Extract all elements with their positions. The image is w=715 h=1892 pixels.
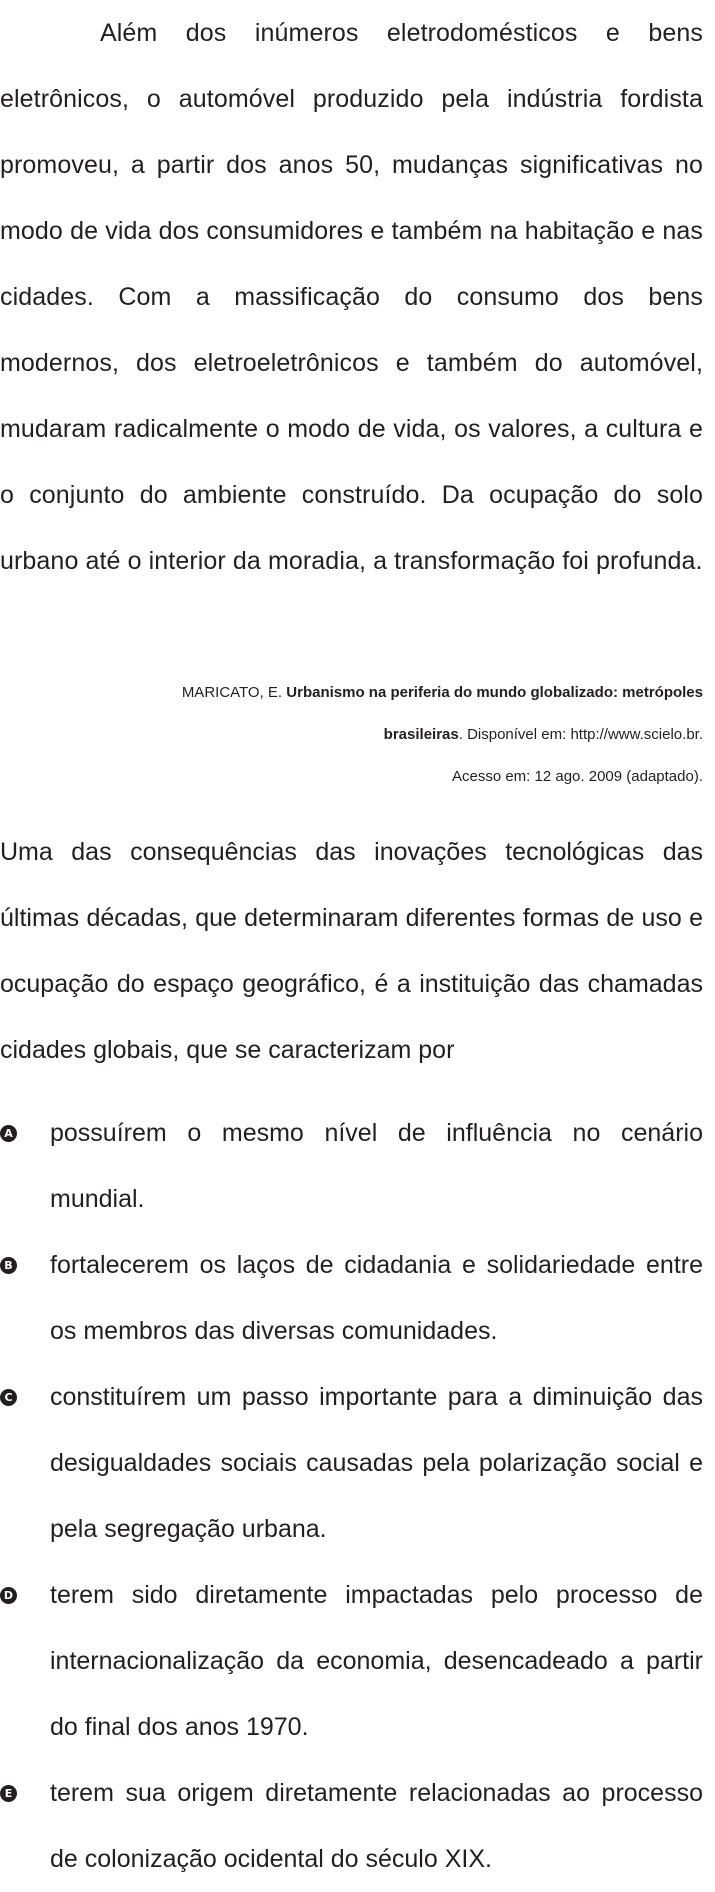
option-b[interactable] [0,1232,703,1364]
option-c-badge-icon: C [0,1389,17,1406]
passage-text: Além dos inúmeros eletrodomésticos e bens eletrônicos, o automóvel produzido pela indústria fordista promoveu, a partir dos anos 50, mudanças significativas no modo de vida dos consumidores e também na habitação e nas cidades. Com a massificação do consumo dos bens modernos, dos eletroeletrônicos e também do automóvel, mudaram radicalmente o modo de vida, os valores, a cultura e o conjunto do ambiente construído. Da ocupação do solo urbano até o interior da moradia, a transformação foi profunda. [0,19,703,575]
citation-source: . Disponível em: http://www.scielo.br. [458,726,703,743]
citation [150,672,703,798]
answer-options [0,1100,703,1892]
option-c[interactable] [0,1364,703,1562]
option-a-text: possuírem o mesmo nível de influência no cenário mundial. [50,1119,703,1213]
option-a[interactable] [0,1100,703,1232]
citation-author: MARICATO, E. [181,684,287,701]
citation-title: Urbanismo na periferia do mundo globalizado: metrópoles brasileiras [286,684,703,743]
option-d-text: terem sido diretamente impactadas pelo processo de internacionalização da economia, desencadeado a partir do final dos anos 1970. [50,1581,703,1741]
option-a-badge-icon: A [0,1125,17,1142]
option-e-badge-icon: E [0,1785,17,1802]
option-e[interactable] [0,1760,703,1892]
question-prompt: Uma das consequências das inovações tecnológicas das últimas décadas, que determinaram diferentes formas de uso e ocupação do espaço geográfico, é a instituição das chamadas cidades globais, que se caracterizam por [0,838,703,1064]
option-d-badge-icon: D [0,1587,17,1604]
option-e-text: terem sua origem diretamente relacionadas ao processo de colonização ocidental do século XIX. [50,1779,703,1873]
citation-access: Acesso em: 12 ago. 2009 (adaptado). [451,768,703,785]
option-b-badge-icon: B [0,1257,17,1274]
option-c-text: constituírem um passo importante para a diminuição das desigualdades sociais causadas pela polarização social e pela segregação urbana. [50,1383,703,1543]
option-b-text: fortalecerem os laços de cidadania e solidariedade entre os membros das diversas comunidades. [50,1251,703,1345]
option-d[interactable] [0,1562,703,1760]
